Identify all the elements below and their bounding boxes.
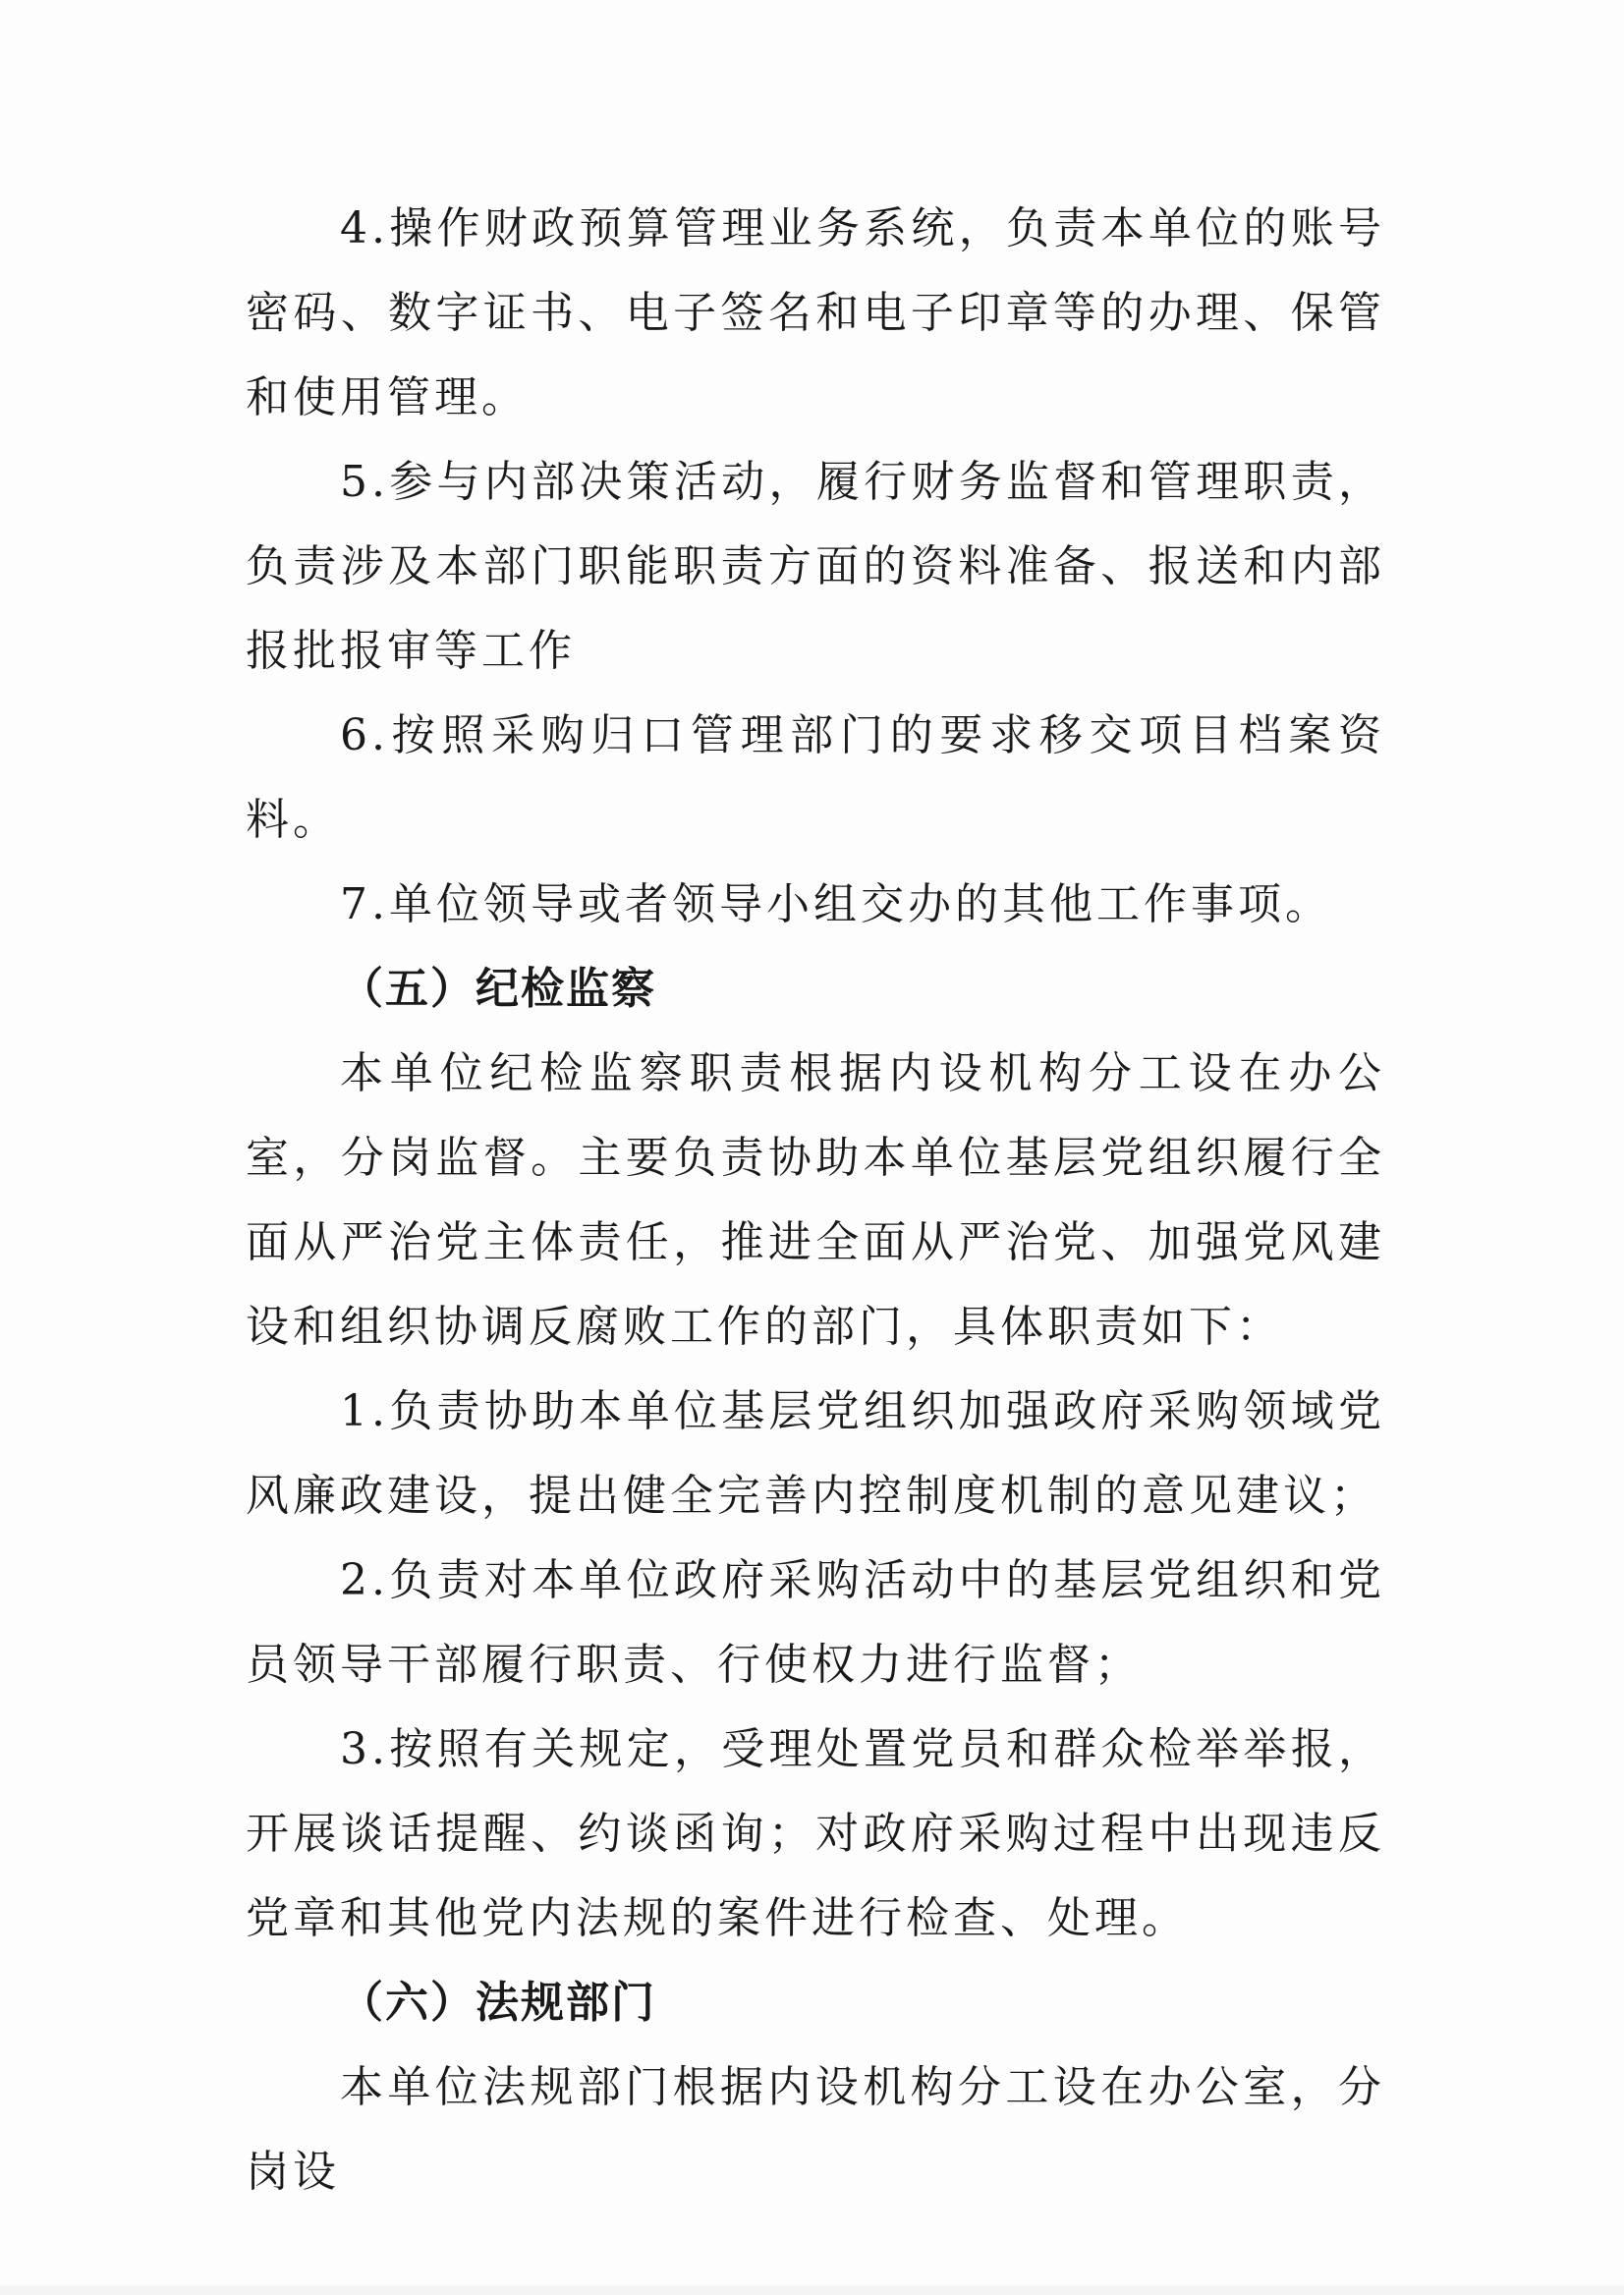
- paragraph-discipline-item-3: 3.按照有关规定，受理处置党员和群众检举举报，开展谈话提醒、约谈函询；对政府采购过程中出现违反党章和其他党内法规的案件进行检查、处理。: [246, 1724, 1385, 1943]
- paragraph-discipline-item-1: 1.负责协助本单位基层党组织加强政府采购领域党风廉政建设，提出健全完善内控制度机制的意见建议；: [246, 1386, 1385, 1521]
- section-heading-legal-department: （六）法规部门: [340, 1978, 656, 2028]
- paragraph-item-5: 5.参与内部决策活动，履行财务监督和管理职责，负责涉及本部门职能职责方面的资料准备、报送和内部报批报审等工作: [246, 457, 1385, 676]
- paragraph-item-6: 6.按照采购归口管理部门的要求移交项目档案资料。: [246, 710, 1385, 845]
- paragraph-discipline-intro: 本单位纪检监察职责根据内设机构分工设在办公室，分岗监督。主要负责协助本单位基层党组织履行全面从严治党主体责任，推进全面从严治党、加强党风建设和组织协调反腐败工作的部门，具体职责如下：: [246, 1048, 1385, 1352]
- paragraph-legal-intro: 本单位法规部门根据内设机构分工设在办公室，分岗设: [246, 2062, 1385, 2197]
- paragraph-item-4: 4.操作财政预算管理业务系统，负责本单位的账号密码、数字证书、电子签名和电子印章等的办理、保管和使用管理。: [246, 203, 1385, 422]
- section-heading-discipline-inspection: （五）纪检监察: [340, 964, 656, 1014]
- paragraph-item-7: 7.单位领导或者领导小组交办的其他工作事项。: [340, 879, 1332, 929]
- page-bottom-edge: [0, 2285, 1624, 2295]
- document-body: [246, 187, 1385, 2214]
- paragraph-discipline-item-2: 2.负责对本单位政府采购活动中的基层党组织和党员领导干部履行职责、行使权力进行监督；: [246, 1555, 1385, 1690]
